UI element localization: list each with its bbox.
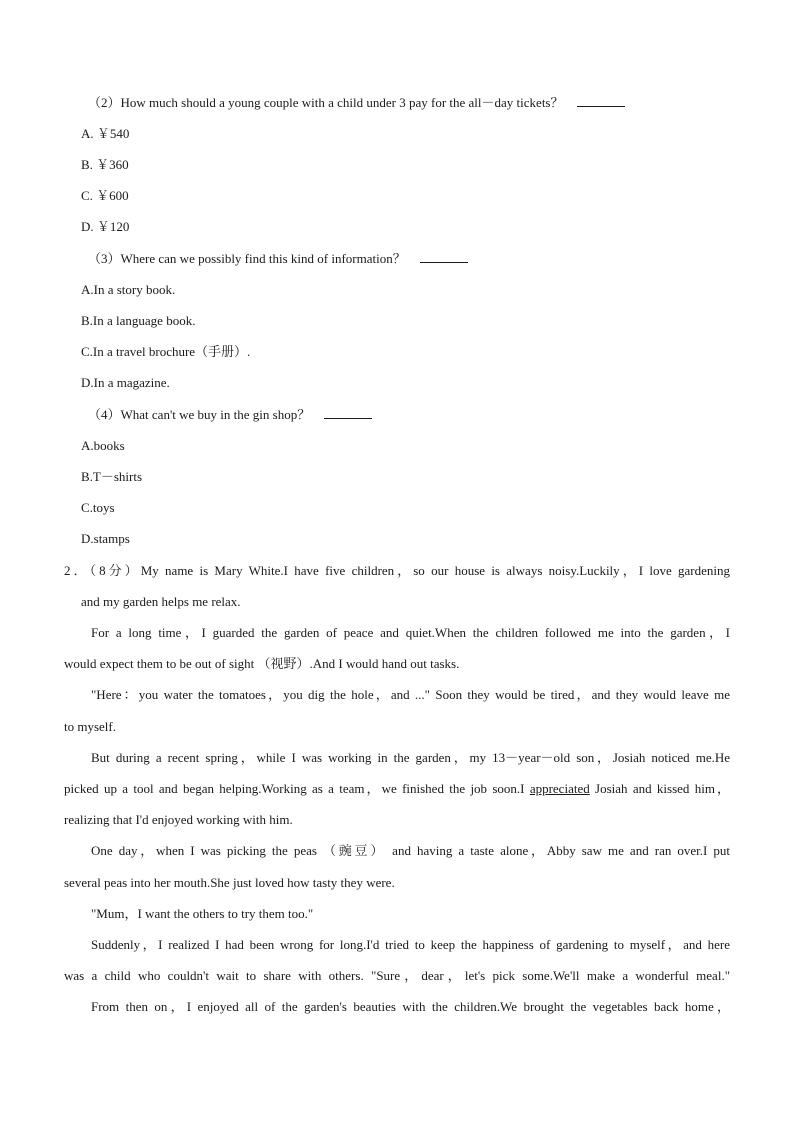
paragraph-1-line-1: For a long time，I guarded the garden of peace and quiet.When the children followed me into the garden，I <box>91 625 730 640</box>
question-4: （4）What can't we buy in the gin shop？ <box>88 407 372 423</box>
passage-header: 2．（8分）My name is Mary White.I have five children，so our house is always noisy.Luckily，I love gardening <box>64 563 730 578</box>
q3-option-b: B.In a language book. <box>81 313 196 328</box>
q3-option-d: D.In a magazine. <box>81 375 170 390</box>
paragraph-7-line-1: From then on，I enjoyed all of the garden's beauties with the children.We brought the vegetables back home， <box>91 999 730 1014</box>
paragraph-3-line-2: picked up a tool and began helping.Working as a team，we finished the job soon.I appreciated Josiah and kissed him， <box>64 781 730 796</box>
paragraph-1-line-2: would expect them to be out of sight （视野）.And I would hand out tasks. <box>64 656 460 671</box>
q3-option-c: C.In a travel brochure（手册）. <box>81 344 251 359</box>
paragraph-2-line-2: to myself. <box>64 719 116 734</box>
q4-option-b: B.T－shirts <box>81 469 143 484</box>
q3-option-a: A.In a story book. <box>81 282 176 297</box>
q2-option-b: B. ￥360 <box>81 157 129 172</box>
q2-option-c: C. ￥600 <box>81 188 129 203</box>
question-3: （3）Where can we possibly find this kind of information？ <box>88 251 468 267</box>
paragraph-3-line-1: But during a recent spring，while I was working in the garden，my 13－year－old son，Josiah noticed me.He <box>91 750 730 765</box>
paragraph-2-line-1: "Here：you water the tomatoes，you dig the hole，and ..." Soon they would be tired，and they would leave me <box>91 687 730 702</box>
q4-option-c: C.toys <box>81 500 115 515</box>
paragraph-4-line-2: several peas into her mouth.She just loved how tasty they were. <box>64 875 395 890</box>
passage-header-cont: and my garden helps me relax. <box>81 594 241 609</box>
paragraph-3-line-3: realizing that I'd enjoyed working with him. <box>64 812 293 827</box>
q4-option-a: A.books <box>81 438 125 453</box>
paragraph-6-line-2: was a child who couldn't wait to share with others. "Sure，dear，let's pick some.We'll make a wonderful meal." <box>64 968 730 983</box>
paragraph-4-line-1: One day，when I was picking the peas （豌豆） and having a taste alone，Abby saw me and ran over.I put <box>91 843 730 858</box>
paragraph-6-line-1: Suddenly，I realized I had been wrong for long.I'd tried to keep the happiness of gardening to myself，and here <box>91 937 730 952</box>
question-2: （2）How much should a young couple with a child under 3 pay for the all－day tickets？ <box>88 95 625 111</box>
answer-blank[interactable] <box>420 251 468 263</box>
q2-option-a: A. ￥540 <box>81 126 130 141</box>
answer-blank[interactable] <box>577 95 625 107</box>
paragraph-5: "Mum，I want the others to try them too." <box>91 906 314 921</box>
answer-blank[interactable] <box>324 407 372 419</box>
q2-option-d: D. ￥120 <box>81 219 130 234</box>
q4-option-d: D.stamps <box>81 531 130 546</box>
underlined-word: appreciated <box>529 781 590 796</box>
